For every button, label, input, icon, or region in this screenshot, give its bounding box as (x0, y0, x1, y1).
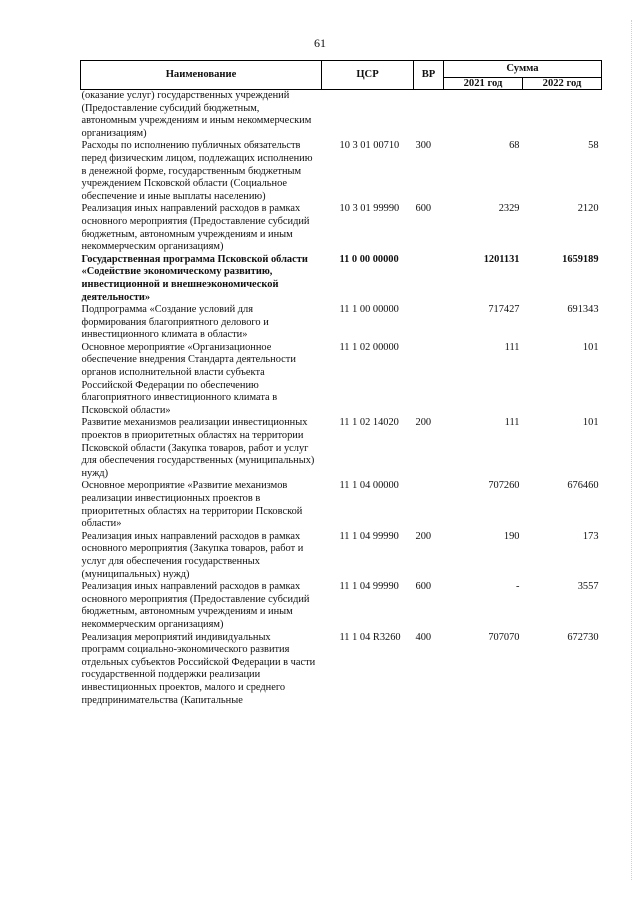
row-name-cell: Реализация иных направлений расходов в рамках основного мероприятия (Предоставление субсидий бюджетным, автономным учреждениям и иным некоммерческим организациям) (81, 203, 310, 253)
row-vr-cell: 600 (415, 581, 432, 593)
row-2021-cell: 1201131 (483, 253, 520, 265)
table-row (81, 304, 602, 342)
row-name-cell: Реализация мероприятий индивидуальных программ социально-экономического развития отдельных субъектов Российской Федерации в части государственной поддержки реализации инвестиционных проектов, малого и среднего предпринимательства (Капитальные (81, 631, 316, 706)
row-2021-cell: 707260 (488, 480, 520, 492)
row-csr-cell: 11 0 00 00000 (339, 253, 399, 265)
row-name-cell: Реализация иных направлений расходов в рамках основного мероприятия (Предоставление субсидий бюджетным, автономным учреждениям и иным некоммерческим организациям) (81, 581, 310, 630)
table-row (81, 203, 602, 253)
row-2021-cell: 2329 (498, 203, 520, 215)
row-2022-cell: 173 (582, 530, 599, 542)
table-row (81, 90, 602, 141)
table-body (81, 90, 602, 708)
row-2022-cell: 3557 (577, 581, 599, 593)
header-year-2021: 2021 год (444, 78, 523, 90)
row-2022-cell: 691343 (567, 304, 599, 316)
row-2021-cell: 190 (503, 530, 520, 542)
header-sum: Сумма (444, 61, 602, 78)
row-2022-cell: 672730 (567, 631, 599, 643)
row-2021-cell: 717427 (488, 304, 520, 316)
row-csr-cell: 11 1 04 99990 (339, 530, 399, 542)
row-2022-cell (523, 90, 602, 141)
row-name-cell: Государственная программа Псковской области «Содействие экономическому развитию, инвестиционной и внешнеэкономической деятельности» (81, 253, 308, 303)
row-name-cell: (оказание услуг) государственных учреждений (Предоставление субсидий бюджетным, автономным учреждениям и иным некоммерческим организациям) (81, 90, 312, 139)
row-name-cell: Основное мероприятие «Развитие механизмов реализации инвестиционных проектов в приоритетных областях на территории Псковской области» (81, 480, 303, 530)
table-row (81, 342, 602, 418)
row-vr-cell: 200 (415, 530, 432, 542)
row-vr-cell: 400 (415, 631, 432, 643)
row-2022-cell: 1659189 (562, 253, 599, 265)
row-2021-cell (444, 90, 523, 141)
row-name-cell: Подпрограмма «Создание условий для формирования благоприятного делового и инвестиционного климата в области» (81, 304, 269, 341)
page-number: 61 (314, 36, 326, 50)
row-name-cell: Основное мероприятие «Организационное обеспечение внедрения Стандарта деятельности органов исполнительной власти субъекта Российской Федерации по обеспечению благоприятного инвестиционного климата в Псковской области» (81, 341, 296, 416)
table-row (81, 417, 602, 480)
budget-table (80, 60, 602, 707)
table-row (81, 254, 602, 304)
row-csr-cell: 10 3 01 99990 (339, 203, 400, 215)
row-csr-cell (322, 90, 414, 141)
header-csr: ЦСР (322, 61, 414, 90)
row-vr-cell (414, 90, 444, 141)
table-row (81, 581, 602, 631)
header-name: Наименование (81, 61, 322, 90)
row-vr-cell (414, 254, 444, 304)
table-row (81, 140, 602, 203)
row-csr-cell: 11 1 04 99990 (339, 581, 399, 593)
row-vr-cell: 300 (415, 140, 432, 152)
row-csr-cell: 11 1 00 00000 (339, 304, 399, 316)
row-vr-cell: 200 (415, 417, 432, 429)
row-name-cell: Расходы по исполнению публичных обязательств перед физическим лицом, подлежащих исполнению в денежной форме, государственным бюджетным учреждением Псковской области (Социальное обеспечение и иные выплаты населению) (81, 140, 313, 202)
row-2022-cell: 58 (588, 140, 599, 152)
header-vr: ВР (414, 61, 444, 90)
scan-edge-marks (631, 20, 634, 880)
row-vr-cell: 600 (415, 203, 432, 215)
row-name-cell: Развитие механизмов реализации инвестиционных проектов в приоритетных областях на территории Псковской области (Закупка товаров, работ и услуг для обеспечения государственных (муниципальных) нужд) (81, 417, 315, 479)
row-2021-cell: 111 (504, 417, 520, 429)
table-header (81, 61, 602, 90)
row-vr-cell (414, 342, 444, 418)
row-2022-cell: 2120 (577, 203, 599, 215)
row-csr-cell: 11 1 04 00000 (339, 480, 399, 492)
row-2021-cell: 68 (509, 140, 520, 152)
row-2021-cell: 707070 (488, 631, 520, 643)
row-2021-cell: - (516, 581, 520, 593)
row-2022-cell: 101 (582, 341, 599, 353)
row-2021-cell: 111 (504, 341, 520, 353)
header-year-2022: 2022 год (523, 78, 602, 90)
row-csr-cell: 11 1 02 14020 (339, 417, 399, 429)
row-vr-cell (414, 480, 444, 530)
row-2022-cell: 676460 (567, 480, 599, 492)
row-csr-cell: 10 3 01 00710 (339, 140, 400, 152)
table-row (81, 480, 602, 530)
table-row (81, 632, 602, 708)
row-csr-cell: 11 1 04 R3260 (339, 631, 401, 643)
table-row (81, 531, 602, 581)
row-vr-cell (414, 304, 444, 342)
row-name-cell: Реализация иных направлений расходов в рамках основного мероприятия (Закупка товаров, работ и услуг для обеспечения государственных (муниципальных) нужд) (81, 530, 304, 580)
row-csr-cell: 11 1 02 00000 (339, 341, 399, 353)
row-2022-cell: 101 (582, 417, 599, 429)
